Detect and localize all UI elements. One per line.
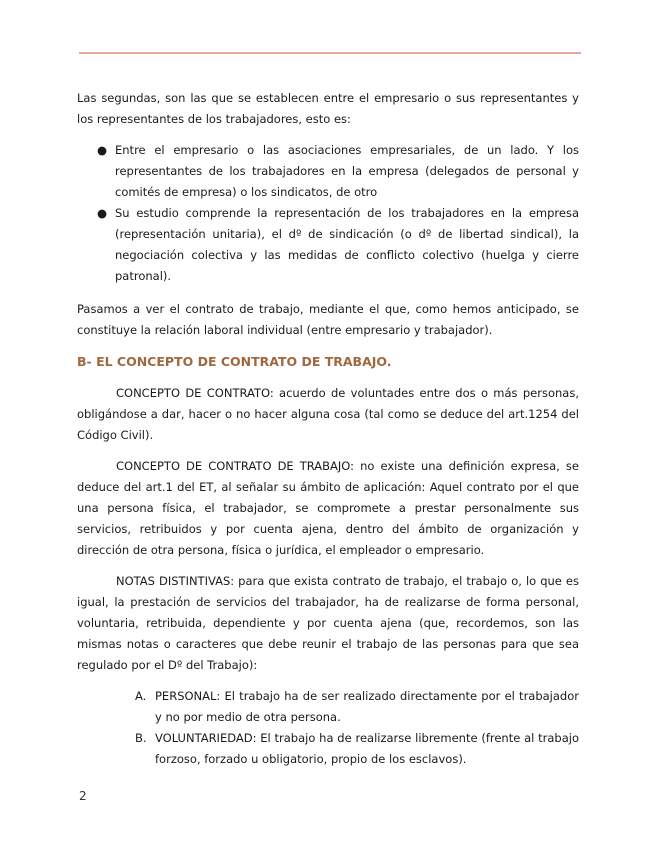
document-body [77, 88, 579, 770]
bullet-text: Entre el empresario o las asociaciones empresariales, de un lado. Y los representantes de los trabajadores en la empresa (delegados de personal y comités de empresa) o los sindicatos, de otro [115, 143, 579, 199]
note-item [77, 686, 579, 728]
concepto-contrato-paragraph: CONCEPTO DE CONTRATO: acuerdo de voluntades entre dos o más personas, obligándose a dar, hacer o no hacer alguna cosa (tal como se deduce del art.1254 del Código Civil). [77, 386, 579, 442]
bullet-icon: ● [97, 143, 108, 157]
concepto-contrato-trabajo-paragraph: CONCEPTO DE CONTRATO DE TRABAJO: no existe una definición expresa, se deduce del art.1 del ET, al señalar su ámbito de aplicación: Aquel contrato por el que una persona física, el trabajador, se compromete a prestar personalmente sus servicios, retribuidos y por cuenta ajena, dentro del ámbito de organización y dirección de otra persona, física o jurídica, el empleador o empresario. [77, 459, 579, 557]
section-heading: B- EL CONCEPTO DE CONTRATO DE TRABAJO. [77, 354, 392, 369]
bullet-list [77, 140, 579, 287]
note-item [77, 728, 579, 770]
pasamos-paragraph: Pasamos a ver el contrato de trabajo, mediante el que, como hemos anticipado, se constituye la relación laboral individual (entre empresario y trabajador). [77, 302, 579, 337]
note-mark: A. [135, 689, 147, 703]
note-mark: B. [135, 731, 147, 745]
bullet-item [77, 140, 579, 203]
note-text: VOLUNTARIEDAD: El trabajo ha de realizarse libremente (frente al trabajo forzoso, forzado u obligatorio, propio de los esclavos). [155, 731, 579, 766]
bullet-item [77, 203, 579, 287]
notes-list [77, 686, 579, 770]
intro-paragraph: Las segundas, son las que se establecen entre el empresario o sus representantes y los representantes de los trabajadores, esto es: [77, 91, 579, 126]
bullet-icon: ● [97, 206, 108, 220]
header-rule [79, 52, 581, 54]
bullet-text: Su estudio comprende la representación de los trabajadores en la empresa (representación unitaria), el dº de sindicación (o dº de libertad sindical), la negociación colectiva y las medidas de conflicto colectivo (huelga y cierre patronal). [115, 206, 579, 283]
note-text: PERSONAL: El trabajo ha de ser realizado directamente por el trabajador y no por medio de otra persona. [155, 689, 579, 724]
page-number: 2 [79, 789, 87, 803]
notas-distintivas-paragraph: NOTAS DISTINTIVAS: para que exista contrato de trabajo, el trabajo o, lo que es igual, la prestación de servicios del trabajador, ha de realizarse de forma personal, voluntaria, retribuida, dependiente y por cuenta ajena (que, recordemos, son las mismas notas o caracteres que debe reunir el trabajo de las personas para que sea regulado por el Dº del Trabajo): [77, 574, 579, 672]
